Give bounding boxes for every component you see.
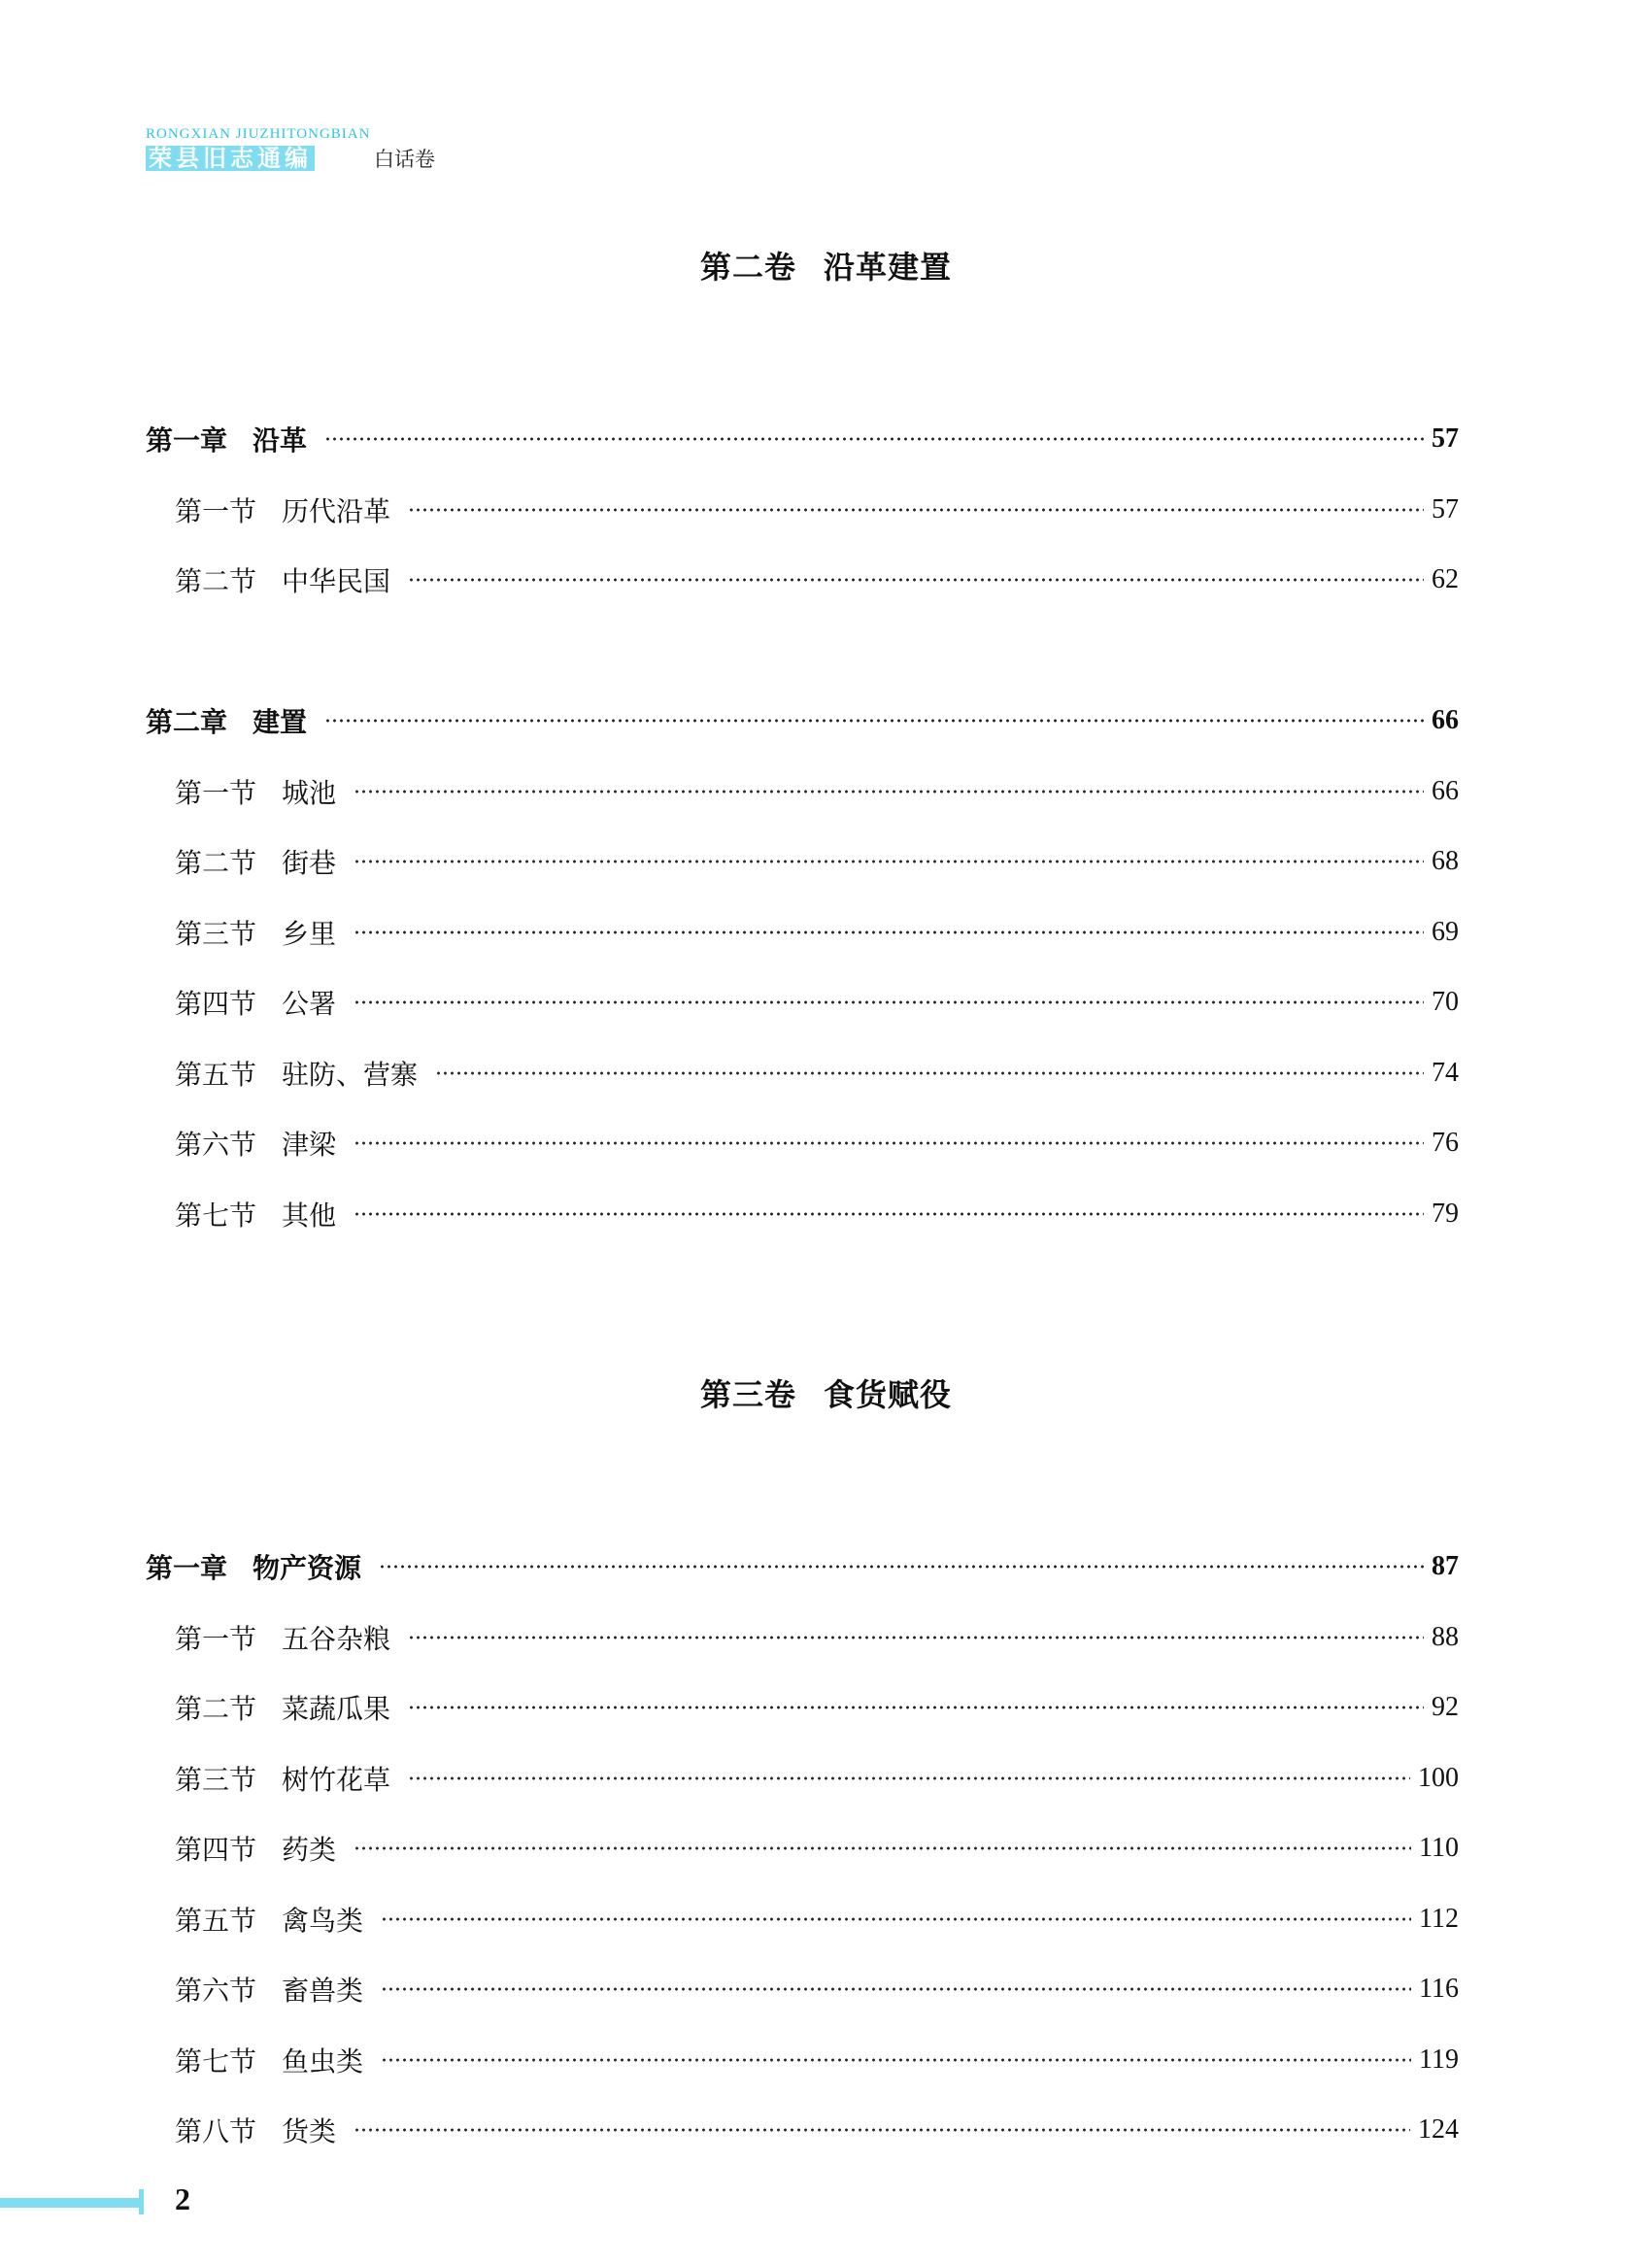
toc-section-entry[interactable]: [175, 772, 1459, 811]
dot-leader: [408, 506, 1424, 514]
dot-leader: [408, 1634, 1424, 1641]
dot-leader: [435, 1069, 1424, 1077]
chapter-title: 建置: [253, 706, 308, 738]
volume-heading: [0, 1370, 1652, 1415]
section-number: 第七节: [175, 2045, 257, 2078]
section-title: 五谷杂粮: [282, 1623, 391, 1655]
dot-leader: [354, 788, 1424, 795]
page-ref: 66: [1432, 776, 1459, 806]
section-number: 第八节: [175, 2115, 257, 2147]
section-number: 第四节: [175, 1834, 257, 1866]
dot-leader: [354, 2126, 1410, 2134]
section-title: 驻防、营寨: [282, 1059, 419, 1091]
toc-section-entry[interactable]: [175, 1195, 1459, 1233]
section-number: 第三节: [175, 1764, 257, 1796]
section-number: 第七节: [175, 1200, 257, 1232]
header-book-title: 荣县旧志通编: [146, 146, 315, 171]
dot-leader: [354, 858, 1424, 865]
page-ref: 69: [1432, 917, 1459, 947]
section-title: 历代沿革: [282, 495, 391, 527]
section-number: 第六节: [175, 1975, 257, 2007]
dot-leader: [381, 2056, 1411, 2064]
page-ref: 57: [1432, 423, 1459, 454]
section-title: 其他: [282, 1200, 337, 1232]
dot-leader: [408, 1704, 1424, 1711]
page-ref: 87: [1432, 1551, 1459, 1581]
page-ref: 124: [1418, 2114, 1459, 2145]
page-ref: 79: [1432, 1199, 1459, 1229]
dot-leader: [408, 1774, 1410, 1782]
section-number: 第二节: [175, 565, 257, 597]
toc-section-entry[interactable]: [175, 2041, 1459, 2079]
section-number: 第三节: [175, 918, 257, 950]
dot-leader: [354, 929, 1424, 936]
toc-chapter-entry[interactable]: [146, 701, 1459, 740]
toc-section-entry[interactable]: [175, 913, 1459, 952]
toc-chapter-entry[interactable]: [146, 1547, 1459, 1586]
section-number: 第五节: [175, 1059, 257, 1091]
toc-chapter-entry[interactable]: [146, 420, 1459, 458]
dot-leader: [354, 1844, 1411, 1852]
dot-leader: [381, 1985, 1411, 1993]
toc-section-entry[interactable]: [175, 1688, 1459, 1727]
page-ref: 116: [1419, 1974, 1459, 2004]
section-title: 树竹花草: [282, 1764, 391, 1796]
section-number: 第一节: [175, 777, 257, 809]
page-ref: 92: [1432, 1692, 1459, 1722]
chapter-title: 物产资源: [253, 1552, 362, 1584]
page-ref: 76: [1432, 1128, 1459, 1158]
volume-title: 沿革建置: [824, 249, 953, 286]
dot-leader: [354, 998, 1424, 1006]
toc-section-entry[interactable]: [175, 1970, 1459, 2009]
section-title: 中华民国: [282, 565, 391, 597]
volume-title: 食货赋役: [824, 1376, 953, 1413]
dot-leader: [381, 1915, 1411, 1923]
section-title: 城池: [282, 777, 337, 809]
toc-section-entry[interactable]: [175, 842, 1459, 881]
section-title: 货类: [282, 2115, 337, 2147]
toc-section-entry[interactable]: [175, 1124, 1459, 1163]
page-ref: 110: [1419, 1833, 1459, 1863]
toc-section-entry[interactable]: [175, 983, 1459, 1022]
header-volume-label: 白话卷: [374, 148, 435, 171]
page-ref: 70: [1432, 987, 1459, 1017]
page-ref: 119: [1419, 2044, 1459, 2075]
page-ref: 62: [1432, 564, 1459, 594]
section-title: 畜兽类: [282, 1975, 364, 2007]
section-title: 药类: [282, 1834, 337, 1866]
section-number: 第五节: [175, 1905, 257, 1937]
dot-leader: [324, 435, 1424, 443]
section-number: 第四节: [175, 988, 257, 1020]
page-ref: 74: [1432, 1058, 1459, 1088]
section-title: 乡里: [282, 918, 337, 950]
header-latin-title: RONGXIAN JIUZHITONGBIAN: [146, 126, 371, 142]
dot-leader: [379, 1563, 1424, 1571]
toc-section-entry[interactable]: [175, 1900, 1459, 1939]
footer-accent-bar: [0, 2198, 144, 2208]
section-title: 菜蔬瓜果: [282, 1693, 391, 1725]
section-title: 公署: [282, 988, 337, 1020]
toc-section-entry[interactable]: [175, 1618, 1459, 1657]
section-number: 第二节: [175, 1693, 257, 1725]
page-ref: 112: [1419, 1904, 1459, 1934]
section-number: 第一节: [175, 495, 257, 527]
section-title: 鱼虫类: [282, 2045, 364, 2078]
section-title: 津梁: [282, 1129, 337, 1161]
page-ref: 100: [1418, 1763, 1459, 1793]
section-title: 禽鸟类: [282, 1905, 364, 1937]
toc-section-entry[interactable]: [175, 560, 1459, 599]
page-ref: 66: [1432, 705, 1459, 735]
footer-accent-tick: [139, 2189, 144, 2214]
toc-section-entry[interactable]: [175, 1759, 1459, 1798]
chapter-number: 第一章: [146, 1552, 228, 1584]
dot-leader: [354, 1139, 1424, 1147]
toc-section-entry[interactable]: [175, 1054, 1459, 1093]
dot-leader: [354, 1210, 1424, 1218]
toc-section-entry[interactable]: [175, 2111, 1459, 2149]
dot-leader: [408, 576, 1424, 584]
volume-number: 第三卷: [699, 1376, 796, 1413]
chapter-number: 第一章: [146, 424, 228, 456]
page-ref: 88: [1432, 1622, 1459, 1652]
dot-leader: [324, 717, 1424, 725]
volume-number: 第二卷: [699, 249, 796, 286]
volume-heading: [0, 243, 1652, 287]
toc-section-entry[interactable]: [175, 1829, 1459, 1868]
section-number: 第一节: [175, 1623, 257, 1655]
chapter-title: 沿革: [253, 424, 308, 456]
toc-section-entry[interactable]: [175, 490, 1459, 529]
page-ref: 57: [1432, 494, 1459, 524]
section-number: 第二节: [175, 847, 257, 879]
running-header: [146, 126, 728, 185]
chapter-number: 第二章: [146, 706, 228, 738]
section-number: 第六节: [175, 1129, 257, 1161]
page-ref: 68: [1432, 846, 1459, 876]
section-title: 街巷: [282, 847, 337, 879]
page-number: 2: [175, 2181, 190, 2216]
